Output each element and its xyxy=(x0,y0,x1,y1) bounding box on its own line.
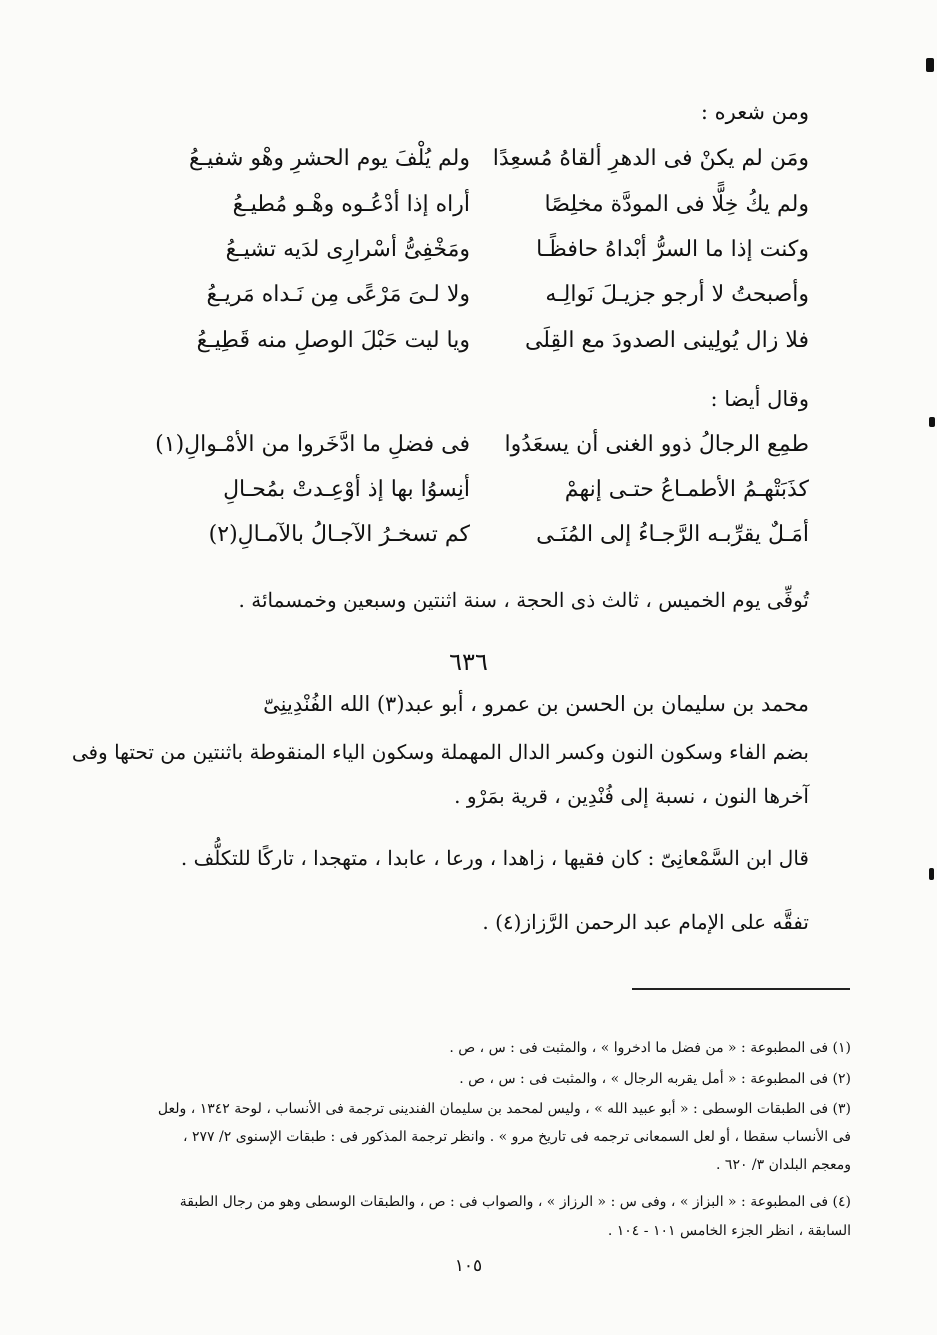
scan-mark-top xyxy=(926,58,934,72)
entry-number: ٦٣٦ xyxy=(449,648,488,676)
footnote-4-line2: السابقة ، انظر الجزء الخامس ١٠١ - ١٠٤ . xyxy=(607,1223,851,1239)
scan-mark-lower xyxy=(929,868,934,880)
page-number: ١٠٥ xyxy=(454,1256,483,1276)
poem1-verse5-left: ويا ليت حَبْلَ الوصلِ منه قَطِيـعُ xyxy=(196,328,470,353)
poem2-verse2-right: كذَبَتْهـمُ الأطمـاعُ حتـى إنهمْ xyxy=(564,477,809,502)
poem1-verse4-left: ولا لـىَ مَرْعًى مِن نَـداه مَريـعُ xyxy=(206,282,470,307)
poem2-verse2-left: أنِسوُا بها إذ أوْعِـدتْ بمُحـالِ xyxy=(223,477,470,502)
poem1-verse1-right: ومَن لم يكنْ فى الدهرِ ألقاهُ مُسعِدًا xyxy=(492,146,809,171)
footnote-3-line1: (٣) فى الطبقات الوسطى : « أبو عبيد الله » ، وليس لمحمد بن سليمان الفندينى ترجمة فى الأنساب ، لوحة ١٣٤٢ ، ولعل xyxy=(157,1101,851,1117)
poem1-verse3-left: ومَخْفِىُّ أسْرارِى لدَيه تشيـعُ xyxy=(225,237,470,262)
footnote-3-line2: فى الأنساب سقطا ، أو لعل السمعانى ترجمه فى تاريخ مرو » . وانظر ترجمة المذكور فى : طبقات الإسنوى ٢/ ٢٧٧ ، xyxy=(183,1129,851,1145)
footnote-2: (٢) فى المطبوعة : « أمل يقربه الرجال » ، والمثبت فى : س ، ص . xyxy=(459,1071,851,1087)
poem2-verse1-left: فى فضلِ ما ادَّخَروا من الأمْـوالِ(١) xyxy=(155,432,470,457)
footnote-3-line3: ومعجم البلدان ٣/ ٦٢٠ . xyxy=(716,1157,851,1173)
poem2-verse3-right: أمَـلٌ يقرِّبـه الرَّجـاءُ إلى المُنَـى xyxy=(536,522,809,547)
poem1-verse2-right: ولم يكُ خِلًّا فى المودَّة مخلِصًا xyxy=(544,192,809,217)
poem1-verse3-right: وكنت إذا ما السرُّ أبْداهُ حافظًـا xyxy=(536,237,809,262)
footnote-4-line1: (٤) فى المطبوعة : « البزاز » ، وفى س : « الرزاز » ، والصواب فى : ص ، والطبقات الوسطى وهو من رجال الطبقة xyxy=(179,1194,851,1210)
poem2-verse3-left: كم تسخـرُ الآجـالُ بالآمـالِ(٢) xyxy=(208,522,470,547)
entry-description-line1: بضم الفاء وسكون النون وكسر الدال المهملة وسكون الياء المنقوطة باثنتين من تحتها وفى xyxy=(71,740,809,764)
footnote-separator xyxy=(632,988,850,990)
poem1-verse4-right: وأصبحتُ لا أرجو جزيـلَ نَوالِـه xyxy=(545,282,809,307)
poem2-verse1-right: طمِع الرجالُ ذوو الغنى أن يسعَدُوا xyxy=(504,432,809,457)
scan-mark-middle xyxy=(929,417,935,427)
poem1-verse5-right: فلا زال يُولِينى الصدودَ مع القِلَى xyxy=(524,328,809,353)
entry-studied: تفقَّه على الإمام عبد الرحمن الرَّزاز(٤) . xyxy=(482,910,809,934)
poem1-verse1-left: ولم يُلْفَ يوم الحشرِ وهْو شفيـعُ xyxy=(189,146,470,171)
poem1-intro: ومن شعره : xyxy=(700,100,809,124)
death-date-line: تُوفِّى يوم الخميس ، ثالث ذى الحجة ، سنة اثنتين وسبعين وخمسمائة . xyxy=(238,588,809,612)
entry-heading: محمد بن سليمان بن الحسن بن عمرو ، أبو عبد(٣) الله الفُنْدِينِىّ xyxy=(263,692,809,716)
entry-quote: قال ابن السَّمْعانِىّ : كان فقيها ، زاهدا ، ورعا ، عابدا ، متهجدا ، تاركًا للتكلُّف . xyxy=(180,846,809,870)
poem2-intro: وقال أيضا : xyxy=(710,387,809,411)
footnote-1: (١) فى المطبوعة : « من فضل ما ادخروا » ، والمثبت فى : س ، ص . xyxy=(449,1040,851,1056)
entry-description-line2: آخرها النون ، نسبة إلى فُنْدِين ، قرية بمَرْو . xyxy=(454,784,809,808)
poem1-verse2-left: أراه إذا أدْعُـوه وهْـو مُطيـعُ xyxy=(232,192,470,217)
